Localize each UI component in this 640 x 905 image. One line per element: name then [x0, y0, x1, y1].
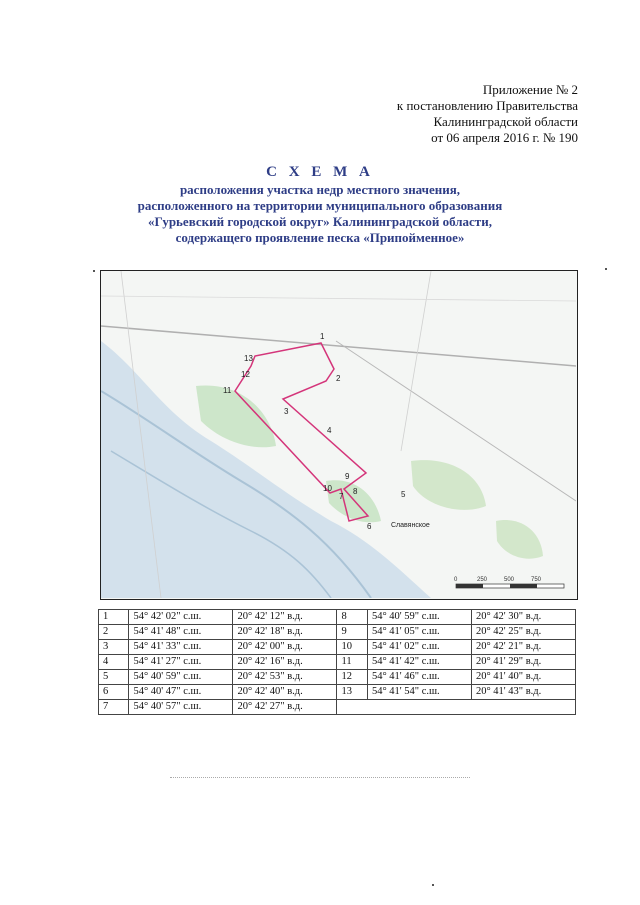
- point-number: 10: [337, 640, 367, 655]
- site-map: [100, 270, 578, 600]
- coordinates-table: [98, 609, 576, 715]
- point-label-7: 7: [339, 492, 344, 501]
- longitude-cell: 20° 42' 18" в.д.: [233, 625, 337, 640]
- place-label: Славянское: [391, 522, 430, 529]
- longitude-cell: 20° 42' 12" в.д.: [233, 610, 337, 625]
- point-label-5: 5: [401, 490, 406, 499]
- point-number: 11: [337, 655, 367, 670]
- vegetation-area-4: [496, 520, 543, 559]
- road-5: [101, 296, 576, 301]
- point-label-3: 3: [284, 407, 289, 416]
- title-head: С Х Е М А: [266, 164, 374, 180]
- footer-rule: [170, 777, 470, 778]
- table-row: [99, 640, 576, 655]
- river-area: [101, 341, 431, 598]
- scan-speck: [93, 270, 95, 272]
- latitude-cell: 54° 40' 59" с.ш.: [367, 610, 471, 625]
- document-title: [80, 162, 560, 246]
- point-label-6: 6: [367, 522, 372, 531]
- table-row: [99, 610, 576, 625]
- point-label-8: 8: [353, 487, 358, 496]
- latitude-cell: 54° 40' 47" с.ш.: [129, 685, 233, 700]
- latitude-cell: 54° 42' 02" с.ш.: [129, 610, 233, 625]
- point-label-1: 1: [320, 332, 325, 341]
- table-row: [99, 685, 576, 700]
- point-label-10: 10: [323, 484, 332, 493]
- title-line-3: «Гурьевский городской округ» Калининградской области,: [148, 214, 492, 229]
- scan-speck: [432, 884, 434, 886]
- point-label-13: 13: [244, 354, 253, 363]
- scale-label-250: 250: [477, 577, 488, 583]
- title-line-1: расположения участка недр местного значения,: [179, 182, 461, 197]
- annex-line-2: к постановлению Правительства: [396, 98, 578, 113]
- latitude-cell: 54° 41' 05" с.ш.: [367, 625, 471, 640]
- point-number: 7: [99, 700, 129, 715]
- title-line-4: содержащего проявление песка «Припойменное»: [175, 230, 465, 245]
- point-label-2: 2: [336, 374, 341, 383]
- latitude-cell: 54° 41' 33" с.ш.: [129, 640, 233, 655]
- empty-cell: [337, 700, 576, 715]
- point-number: 5: [99, 670, 129, 685]
- vegetation-area-1: [196, 385, 276, 447]
- longitude-cell: 20° 42' 25" в.д.: [471, 625, 575, 640]
- point-number: 1: [99, 610, 129, 625]
- table-row: [99, 655, 576, 670]
- longitude-cell: 20° 42' 00" в.д.: [233, 640, 337, 655]
- longitude-cell: 20° 42' 40" в.д.: [233, 685, 337, 700]
- point-number: 2: [99, 625, 129, 640]
- annex-line-3: Калининградской области: [433, 114, 578, 129]
- point-label-9: 9: [345, 472, 350, 481]
- point-number: 6: [99, 685, 129, 700]
- annex-line-4: от 06 апреля 2016 г. № 190: [431, 130, 578, 145]
- latitude-cell: 54° 41' 02" с.ш.: [367, 640, 471, 655]
- longitude-cell: 20° 42' 16" в.д.: [233, 655, 337, 670]
- vegetation-area-3: [411, 460, 486, 510]
- point-number: 9: [337, 625, 367, 640]
- longitude-cell: 20° 42' 21" в.д.: [471, 640, 575, 655]
- longitude-cell: 20° 42' 30" в.д.: [471, 610, 575, 625]
- annex-line-1: Приложение № 2: [482, 82, 578, 97]
- longitude-cell: 20° 41' 29" в.д.: [471, 655, 575, 670]
- latitude-cell: 54° 41' 54" с.ш.: [367, 685, 471, 700]
- latitude-cell: 54° 41' 46" с.ш.: [367, 670, 471, 685]
- point-number: 4: [99, 655, 129, 670]
- table-row: [99, 670, 576, 685]
- longitude-cell: 20° 42' 27" в.д.: [233, 700, 337, 715]
- point-number: 8: [337, 610, 367, 625]
- latitude-cell: 54° 41' 27" с.ш.: [129, 655, 233, 670]
- point-number: 13: [337, 685, 367, 700]
- latitude-cell: 54° 41' 48" с.ш.: [129, 625, 233, 640]
- annex-header: [318, 82, 578, 146]
- longitude-cell: 20° 41' 43" в.д.: [471, 685, 575, 700]
- table-row: [99, 700, 576, 715]
- point-label-4: 4: [327, 426, 332, 435]
- scan-speck: [605, 268, 607, 270]
- road-4: [401, 271, 431, 451]
- point-number: 3: [99, 640, 129, 655]
- point-label-11: 11: [223, 386, 232, 395]
- scale-label-750: 750: [531, 577, 542, 583]
- scale-label-0: 0: [454, 577, 458, 583]
- point-number: 12: [337, 670, 367, 685]
- road-1: [101, 326, 576, 366]
- title-line-2: расположенного на территории муниципального образования: [137, 198, 503, 213]
- longitude-cell: 20° 42' 53" в.д.: [233, 670, 337, 685]
- point-label-12: 12: [241, 370, 250, 379]
- table-row: [99, 625, 576, 640]
- map-canvas: [101, 271, 576, 598]
- latitude-cell: 54° 41' 42" с.ш.: [367, 655, 471, 670]
- longitude-cell: 20° 41' 40" в.д.: [471, 670, 575, 685]
- scale-label-500: 500: [504, 577, 515, 583]
- latitude-cell: 54° 40' 59" с.ш.: [129, 670, 233, 685]
- scale-bar: [454, 577, 564, 588]
- latitude-cell: 54° 40' 57" с.ш.: [129, 700, 233, 715]
